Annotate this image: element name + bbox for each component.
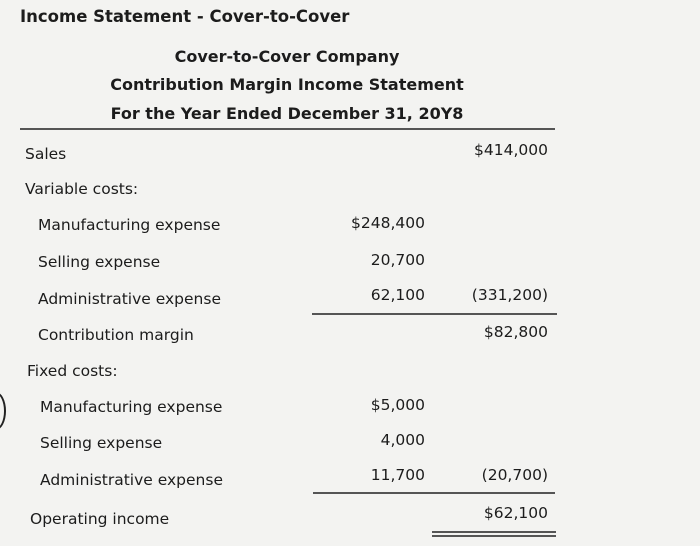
- fixed-administrative-label: Administrative expense: [40, 471, 223, 489]
- fixed-manufacturing-label: Manufacturing expense: [40, 398, 223, 416]
- header-rule: [20, 128, 555, 130]
- margin-arc-mark: [0, 392, 6, 430]
- contribution-margin-label: Contribution margin: [38, 326, 194, 344]
- operating-income-label: Operating income: [30, 510, 170, 528]
- fixed-selling-label: Selling expense: [40, 434, 163, 452]
- contribution-margin-amount: $82,800: [483, 323, 548, 341]
- variable-manufacturing-label: Manufacturing expense: [38, 216, 221, 234]
- operating-income-amount: $62,100: [483, 504, 548, 522]
- statement-name: Contribution Margin Income Statement: [110, 75, 464, 94]
- sales-amount: $414,000: [474, 141, 548, 159]
- double-rule-bottom: [432, 535, 556, 537]
- variable-selling-amount: 20,700: [370, 251, 425, 269]
- statement-period: For the Year Ended December 31, 20Y8: [110, 104, 464, 123]
- fixed-costs-rule: [313, 492, 555, 494]
- fixed-costs-total: (20,700): [481, 466, 548, 484]
- variable-costs-total: (331,200): [471, 286, 548, 304]
- variable-administrative-amount: 62,100: [370, 286, 425, 304]
- fixed-selling-amount: 4,000: [380, 431, 425, 449]
- variable-administrative-label: Administrative expense: [38, 290, 221, 308]
- variable-costs-rule: [312, 313, 557, 315]
- page-title: Income Statement - Cover-to-Cover: [20, 7, 350, 26]
- fixed-administrative-amount: 11,700: [370, 466, 425, 484]
- variable-manufacturing-amount: $248,400: [351, 214, 425, 232]
- company-name: Cover-to-Cover Company: [174, 47, 400, 66]
- fixed-costs-heading: Fixed costs:: [27, 362, 118, 380]
- fixed-manufacturing-amount: $5,000: [370, 396, 425, 414]
- variable-costs-heading: Variable costs:: [25, 180, 139, 198]
- variable-selling-label: Selling expense: [38, 253, 161, 271]
- double-rule-top: [432, 531, 556, 533]
- sales-label: Sales: [25, 145, 67, 163]
